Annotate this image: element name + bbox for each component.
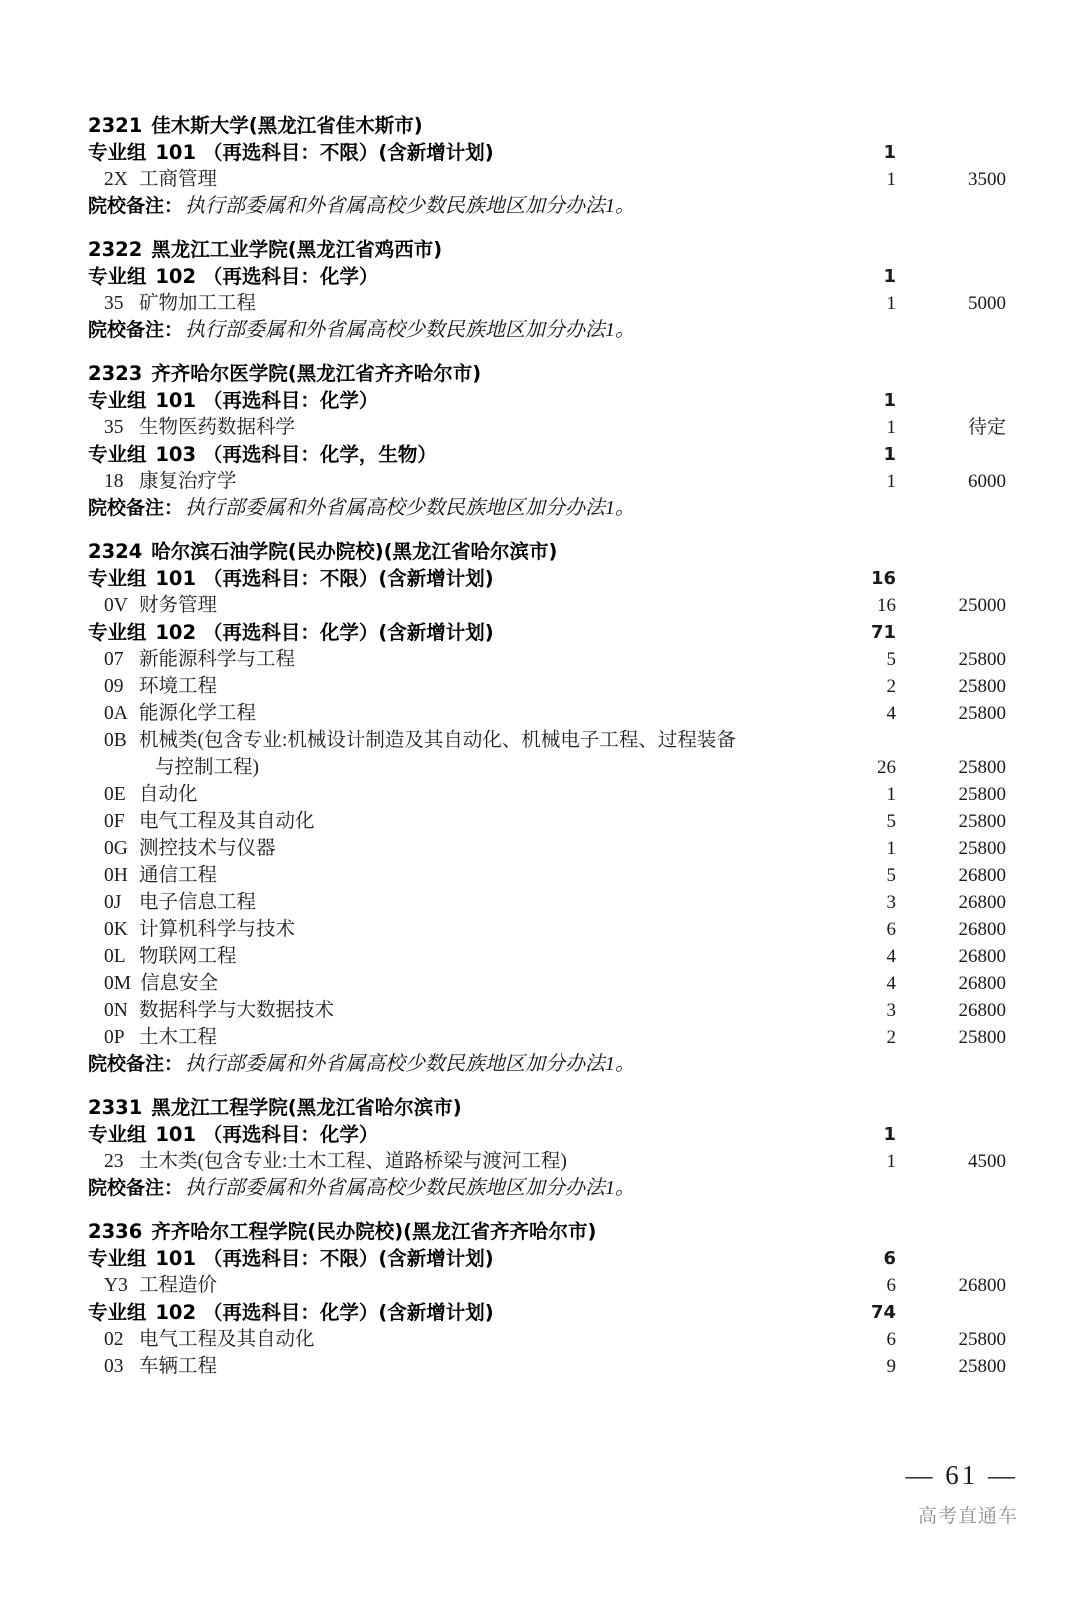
major-text — [88, 727, 818, 781]
major-plan-count: 26 — [877, 757, 896, 778]
group-row — [88, 565, 1020, 592]
school-name: 佳木斯大学(黑龙江省佳木斯市) — [151, 114, 423, 137]
major-name: 新能源科学与工程 — [139, 649, 296, 670]
group-prefix: 专业组 — [88, 1123, 147, 1146]
major-name: 电气工程及其自动化 — [139, 1329, 315, 1350]
page-number: — 61 — — [905, 1460, 1018, 1490]
school-title-row — [88, 360, 1020, 387]
major-text — [88, 166, 818, 193]
major-text — [88, 1272, 818, 1299]
group-prefix: 专业组 — [88, 443, 147, 466]
school-block — [88, 1218, 1020, 1380]
group-label — [88, 565, 818, 592]
major-text — [88, 646, 818, 673]
major-text — [88, 1148, 818, 1175]
major-row — [88, 290, 1020, 317]
major-code: 2X — [104, 169, 128, 190]
major-row — [88, 916, 1020, 943]
major-plan-count: 1 — [886, 417, 896, 438]
major-row — [88, 1024, 1020, 1051]
group-condition: （再选科目：不限）(含新增计划) — [202, 141, 494, 164]
major-name: 数据科学与大数据技术 — [139, 1000, 335, 1021]
school-title — [88, 538, 818, 565]
group-number: 101 — [155, 1247, 197, 1270]
group-plan-count: 1 — [883, 390, 896, 411]
major-name: 计算机科学与技术 — [139, 919, 296, 940]
major-plan-count: 4 — [886, 946, 896, 967]
major-code: 0K — [104, 919, 128, 940]
major-row — [88, 468, 1020, 495]
group-condition: （再选科目：化学） — [202, 1123, 379, 1146]
major-text — [88, 468, 818, 495]
group-label — [88, 139, 818, 166]
school-title-row — [88, 538, 1020, 565]
major-name: 自动化 — [139, 784, 198, 805]
school-name: 黑龙江工程学院(黑龙江省哈尔滨市) — [151, 1096, 462, 1119]
school-title-row — [88, 112, 1020, 139]
major-plan-count: 3 — [886, 892, 896, 913]
group-label — [88, 263, 818, 290]
major-row — [88, 835, 1020, 862]
major-tuition: 25000 — [958, 595, 1006, 616]
group-number: 102 — [155, 621, 197, 644]
remark-body: 执行部委属和外省属高校少数民族地区加分办法1。 — [185, 497, 636, 519]
group-prefix: 专业组 — [88, 265, 147, 288]
group-row — [88, 139, 1020, 166]
school-title — [88, 1218, 818, 1245]
major-tuition: 5000 — [968, 293, 1006, 314]
major-text — [88, 781, 818, 808]
major-plan-count: 5 — [886, 649, 896, 670]
group-row — [88, 1121, 1020, 1148]
major-row — [88, 970, 1020, 997]
major-tuition: 26800 — [958, 892, 1006, 913]
major-code: 0G — [104, 838, 128, 859]
major-code: 0H — [104, 865, 128, 886]
major-name: 工商管理 — [139, 169, 218, 190]
major-plan-count: 5 — [886, 811, 896, 832]
plan-listing — [88, 112, 1020, 1380]
remark-text — [88, 1051, 818, 1078]
major-plan-count: 2 — [886, 676, 896, 697]
school-name: 齐齐哈尔工程学院(民办院校)(黑龙江省齐齐哈尔市) — [151, 1220, 597, 1243]
group-condition: （再选科目：化学）(含新增计划) — [202, 1301, 494, 1324]
major-code: 03 — [104, 1356, 124, 1377]
major-text — [88, 414, 818, 441]
major-tuition: 6000 — [968, 471, 1006, 492]
group-condition: （再选科目：不限）(含新增计划) — [202, 1247, 494, 1270]
group-condition: （再选科目：化学）(含新增计划) — [202, 621, 494, 644]
major-code: 0P — [104, 1027, 125, 1048]
major-code: 0J — [104, 892, 122, 913]
major-code: 35 — [104, 293, 124, 314]
school-name: 哈尔滨石油学院(民办院校)(黑龙江省哈尔滨市) — [151, 540, 558, 563]
major-text — [88, 700, 818, 727]
major-text — [88, 673, 818, 700]
major-tuition: 待定 — [967, 417, 1006, 438]
major-plan-count: 3 — [886, 1000, 896, 1021]
major-name-continued: 与控制工程) — [155, 757, 259, 778]
major-plan-count: 5 — [886, 865, 896, 886]
major-name: 物联网工程 — [139, 946, 237, 967]
remark-body: 执行部委属和外省属高校少数民族地区加分办法1。 — [185, 1053, 636, 1075]
major-code: 07 — [104, 649, 124, 670]
major-text — [88, 835, 818, 862]
major-name: 生物医药数据科学 — [139, 417, 296, 438]
major-plan-count: 6 — [886, 1275, 896, 1296]
major-row — [88, 1326, 1020, 1353]
major-tuition: 25800 — [958, 649, 1006, 670]
school-block — [88, 360, 1020, 522]
major-code: 0V — [104, 595, 128, 616]
watermark-label: 高考直通车 — [917, 1505, 1018, 1527]
major-code: 35 — [104, 417, 124, 438]
major-plan-count: 16 — [877, 595, 896, 616]
major-name: 机械类(包含专业:机械设计制造及其自动化、机械电子工程、过程装备 — [139, 730, 736, 751]
major-row — [88, 1272, 1020, 1299]
major-code: 23 — [104, 1151, 124, 1172]
school-title — [88, 360, 818, 387]
group-row — [88, 263, 1020, 290]
major-tuition: 25800 — [958, 676, 1006, 697]
major-tuition: 26800 — [958, 865, 1006, 886]
school-name: 黑龙江工业学院(黑龙江省鸡西市) — [151, 238, 443, 261]
major-tuition: 25800 — [958, 757, 1006, 778]
group-label — [88, 387, 818, 414]
group-prefix: 专业组 — [88, 141, 147, 164]
group-condition: （再选科目：不限）(含新增计划) — [202, 567, 494, 590]
major-text — [88, 1326, 818, 1353]
school-code: 2322 — [88, 238, 143, 261]
remark-row — [88, 193, 1020, 220]
major-name: 车辆工程 — [139, 1356, 218, 1377]
remark-label: 院校备注： — [88, 1053, 184, 1075]
major-code: 0L — [104, 946, 126, 967]
major-row — [88, 997, 1020, 1024]
group-number: 101 — [155, 567, 197, 590]
remark-label: 院校备注： — [88, 319, 184, 341]
group-prefix: 专业组 — [88, 621, 147, 644]
major-code: 18 — [104, 471, 124, 492]
major-tuition: 26800 — [958, 1000, 1006, 1021]
group-prefix: 专业组 — [88, 1247, 147, 1270]
major-row — [88, 673, 1020, 700]
major-plan-count: 6 — [886, 919, 896, 940]
school-code: 2321 — [88, 114, 143, 137]
major-row — [88, 781, 1020, 808]
major-plan-count: 1 — [886, 293, 896, 314]
school-block — [88, 112, 1020, 220]
major-row — [88, 166, 1020, 193]
major-row — [88, 414, 1020, 441]
major-row — [88, 1353, 1020, 1380]
remark-label: 院校备注： — [88, 497, 184, 519]
major-tuition: 25800 — [958, 1356, 1006, 1377]
major-text — [88, 1024, 818, 1051]
major-tuition: 26800 — [958, 946, 1006, 967]
group-plan-count: 74 — [870, 1302, 896, 1323]
group-row — [88, 387, 1020, 414]
remark-row — [88, 317, 1020, 344]
major-name: 环境工程 — [139, 676, 218, 697]
remark-body: 执行部委属和外省属高校少数民族地区加分办法1。 — [185, 195, 636, 217]
major-name: 康复治疗学 — [139, 471, 237, 492]
major-tuition: 25800 — [958, 838, 1006, 859]
group-number: 101 — [155, 141, 197, 164]
major-name: 财务管理 — [139, 595, 218, 616]
major-name: 电子信息工程 — [139, 892, 257, 913]
major-plan-count: 1 — [886, 471, 896, 492]
group-number: 102 — [155, 1301, 197, 1324]
remark-row — [88, 495, 1020, 522]
major-tuition: 25800 — [958, 1027, 1006, 1048]
major-row — [88, 808, 1020, 835]
remark-body: 执行部委属和外省属高校少数民族地区加分办法1。 — [185, 319, 636, 341]
remark-row — [88, 1051, 1020, 1078]
group-number: 103 — [155, 443, 197, 466]
group-row — [88, 1299, 1020, 1326]
school-code: 2336 — [88, 1220, 143, 1243]
school-block — [88, 236, 1020, 344]
major-plan-count: 2 — [886, 1027, 896, 1048]
school-title — [88, 1094, 818, 1121]
group-condition: （再选科目：化学） — [202, 265, 379, 288]
major-row — [88, 943, 1020, 970]
major-row — [88, 889, 1020, 916]
major-code: 09 — [104, 676, 124, 697]
group-prefix: 专业组 — [88, 1301, 147, 1324]
major-row — [88, 646, 1020, 673]
major-text — [88, 862, 818, 889]
major-row — [88, 862, 1020, 889]
major-tuition: 26800 — [958, 1275, 1006, 1296]
school-block — [88, 1094, 1020, 1202]
group-plan-count: 1 — [883, 444, 896, 465]
school-title — [88, 236, 818, 263]
school-code: 2324 — [88, 540, 143, 563]
major-tuition: 25800 — [958, 811, 1006, 832]
major-plan-count: 9 — [886, 1356, 896, 1377]
major-code: 0B — [104, 730, 127, 751]
major-code: 0E — [104, 784, 126, 805]
major-plan-count: 4 — [886, 703, 896, 724]
school-name: 齐齐哈尔医学院(黑龙江省齐齐哈尔市) — [151, 362, 482, 385]
major-plan-count: 1 — [886, 784, 896, 805]
school-block — [88, 538, 1020, 1078]
major-name: 通信工程 — [139, 865, 218, 886]
remark-text — [88, 193, 818, 220]
major-plan-count: 1 — [886, 838, 896, 859]
major-tuition: 25800 — [958, 784, 1006, 805]
remark-text — [88, 495, 818, 522]
group-condition: （再选科目：化学，生物） — [202, 443, 437, 466]
group-label — [88, 1299, 818, 1326]
major-name: 矿物加工工程 — [139, 293, 257, 314]
group-label — [88, 619, 818, 646]
group-plan-count: 1 — [883, 142, 896, 163]
major-plan-count: 1 — [886, 1151, 896, 1172]
school-title-row — [88, 236, 1020, 263]
group-number: 101 — [155, 389, 197, 412]
page-footer — [906, 1460, 1019, 1528]
major-name: 土木工程 — [139, 1027, 218, 1048]
major-tuition: 26800 — [958, 919, 1006, 940]
major-code: 0F — [104, 811, 125, 832]
school-code: 2323 — [88, 362, 143, 385]
school-code: 2331 — [88, 1096, 143, 1119]
major-row — [88, 592, 1020, 619]
school-title — [88, 112, 818, 139]
group-prefix: 专业组 — [88, 567, 147, 590]
major-code: 0A — [104, 703, 128, 724]
remark-text — [88, 317, 818, 344]
group-row — [88, 441, 1020, 468]
group-label — [88, 1121, 818, 1148]
group-condition: （再选科目：化学） — [202, 389, 379, 412]
major-text — [88, 916, 818, 943]
group-row — [88, 619, 1020, 646]
major-code: 0N — [104, 1000, 128, 1021]
group-plan-count: 1 — [883, 266, 896, 287]
major-name: 电气工程及其自动化 — [139, 811, 315, 832]
major-text — [88, 1353, 818, 1380]
group-plan-count: 16 — [870, 568, 896, 589]
major-row — [88, 1148, 1020, 1175]
group-plan-count: 6 — [883, 1248, 896, 1269]
major-row — [88, 700, 1020, 727]
group-plan-count: 1 — [883, 1124, 896, 1145]
major-text — [88, 970, 818, 997]
major-name: 信息安全 — [140, 973, 219, 994]
remark-text — [88, 1175, 818, 1202]
school-title-row — [88, 1218, 1020, 1245]
major-code: 02 — [104, 1329, 124, 1350]
major-text — [88, 943, 818, 970]
major-tuition: 4500 — [968, 1151, 1006, 1172]
major-name: 测控技术与仪器 — [139, 838, 276, 859]
group-plan-count: 71 — [870, 622, 896, 643]
major-tuition: 25800 — [958, 1329, 1006, 1350]
major-text — [88, 889, 818, 916]
group-label — [88, 441, 818, 468]
group-number: 102 — [155, 265, 197, 288]
major-plan-count: 4 — [886, 973, 896, 994]
major-plan-count: 1 — [886, 169, 896, 190]
major-code: 0M — [104, 973, 132, 994]
major-code: Y3 — [104, 1275, 128, 1296]
major-text — [88, 290, 818, 317]
major-tuition: 3500 — [968, 169, 1006, 190]
major-text — [88, 808, 818, 835]
major-name: 土木类(包含专业:土木工程、道路桥梁与渡河工程) — [139, 1151, 567, 1172]
major-tuition: 25800 — [958, 703, 1006, 724]
major-text — [88, 592, 818, 619]
remark-label: 院校备注： — [88, 1177, 184, 1199]
major-plan-count: 6 — [886, 1329, 896, 1350]
school-title-row — [88, 1094, 1020, 1121]
major-tuition: 26800 — [958, 973, 1006, 994]
group-row — [88, 1245, 1020, 1272]
major-row — [88, 727, 1020, 781]
major-name: 工程造价 — [139, 1275, 218, 1296]
major-text — [88, 997, 818, 1024]
major-name: 能源化学工程 — [139, 703, 257, 724]
remark-body: 执行部委属和外省属高校少数民族地区加分办法1。 — [185, 1177, 636, 1199]
group-prefix: 专业组 — [88, 389, 147, 412]
remark-label: 院校备注： — [88, 195, 184, 217]
group-label — [88, 1245, 818, 1272]
group-number: 101 — [155, 1123, 197, 1146]
remark-row — [88, 1175, 1020, 1202]
